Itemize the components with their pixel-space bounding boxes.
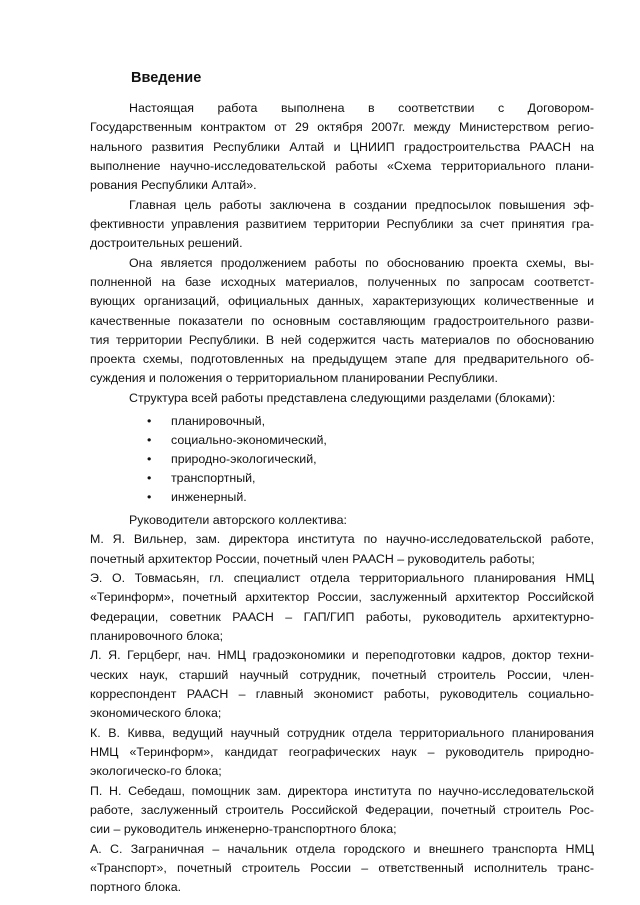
leader-line: экономического блока; [90,706,222,720]
leader-line: портного блока. [90,880,182,894]
list-item-text: инженерный. [171,490,247,504]
leaders-intro: Руководители авторского коллектива: [129,513,347,527]
bullet-marker: • [147,414,152,428]
leader-line: почетный архитектор России, почетный член РААСН – руководитель работы; [90,552,535,566]
leader-line: НМЦ «Теринформ», кандидат географических наук – руководитель природно- [90,745,594,759]
bullet-marker: • [147,471,152,485]
paragraph-continuation-line: суждения и положения о территориальном планировании Республики. [90,371,498,385]
list-item-text: планировочный, [171,414,266,428]
leader-line: А. С. Заграничная – начальник отдела городского и внешнего транспорта НМЦ [90,842,594,856]
paragraph-intro-line: выполнение научно-исследовательской работы «Схема территориального плани- [90,159,594,173]
leader-line: работе, заслуженный строитель Российской Федерации, почетный строитель Рос- [90,803,594,817]
paragraph-continuation-line: проекта схемы, подготовленных на предыдущем этапе для предварительного об- [90,352,594,366]
leader-line: планировочного блока; [90,629,224,643]
paragraph-continuation-line: тия территории Республики. В ней содержится часть материалов по обоснованию [90,333,594,347]
leader-line: экологическо-го блока; [90,764,222,778]
structure-intro: Структура всей работы представлена следующими разделами (блоками): [129,391,556,405]
list-item-text: природно-экологический, [171,452,317,466]
leader-line: ческих наук, старший научный сотрудник, почетный строитель России, член- [90,668,594,682]
leader-line: сии – руководитель инженерно-транспортного блока; [90,822,397,836]
leader-line: «Транспорт», почетный строитель России – ответственный исполнитель транс- [90,861,594,875]
list-item-text: транспортный, [171,471,256,485]
leader-line: К. В. Кивва, ведущий научный сотрудник отдела территориального планирования [90,726,594,740]
paragraph-continuation-line: качественные показатели по основным составляющим градостроительного разви- [90,314,594,328]
bullet-marker: • [147,452,152,466]
leader-line: М. Я. Вильнер, зам. директора института по научно-исследовательской работе, [90,532,594,546]
paragraph-goal-line: достроительных решений. [90,236,243,250]
paragraph-continuation-line: вующих организаций, официальных данных, характеризующих количественные и [90,294,594,308]
paragraph-goal-line: фективности управления развитием территории Республики за счет принятия гра- [90,217,594,231]
leader-line: Л. Я. Герцберг, нач. НМЦ градоэкономики и переподготовки кадров, доктор техни- [90,648,594,662]
leader-line: Федерации, советник РААСН – ГАП/ГИП работы, руководитель архитектурно- [90,610,594,624]
paragraph-intro-line: Настоящая работа выполнена в соответствии с Договором- [129,101,594,115]
leader-line: корреспондент РААСН – главный экономист работы, руководитель социально- [90,687,594,701]
paragraph-intro-line: рования Республики Алтай». [90,178,257,192]
paragraph-continuation-line: полненной на базе исходных материалов, полученных по запросам соответст- [90,275,594,289]
paragraph-intro-line: Государственным контрактом от 29 октября 2007г. между Министерством регио- [90,120,594,134]
leader-line: П. Н. Себедаш, помощник зам. директора института по научно-исследовательской [90,784,594,798]
leader-line: «Теринформ», почетный архитектор России, заслуженный архитектор Российской [90,590,594,604]
bullet-marker: • [147,433,152,447]
leader-line: Э. О. Товмасьян, гл. специалист отдела территориального планирования НМЦ [90,571,594,585]
paragraph-intro-line: нального развития Республики Алтай и ЦНИИП градостроительства РААСН на [90,140,594,154]
list-item-text: социально-экономический, [171,433,327,447]
paragraph-goal-line: Главная цель работы заключена в создании предпосылок повышения эф- [129,198,594,212]
paragraph-continuation-line: Она является продолжением работы по обоснованию проекта схемы, вы- [129,256,594,270]
bullet-marker: • [147,490,152,504]
page-title: Введение [131,70,202,86]
